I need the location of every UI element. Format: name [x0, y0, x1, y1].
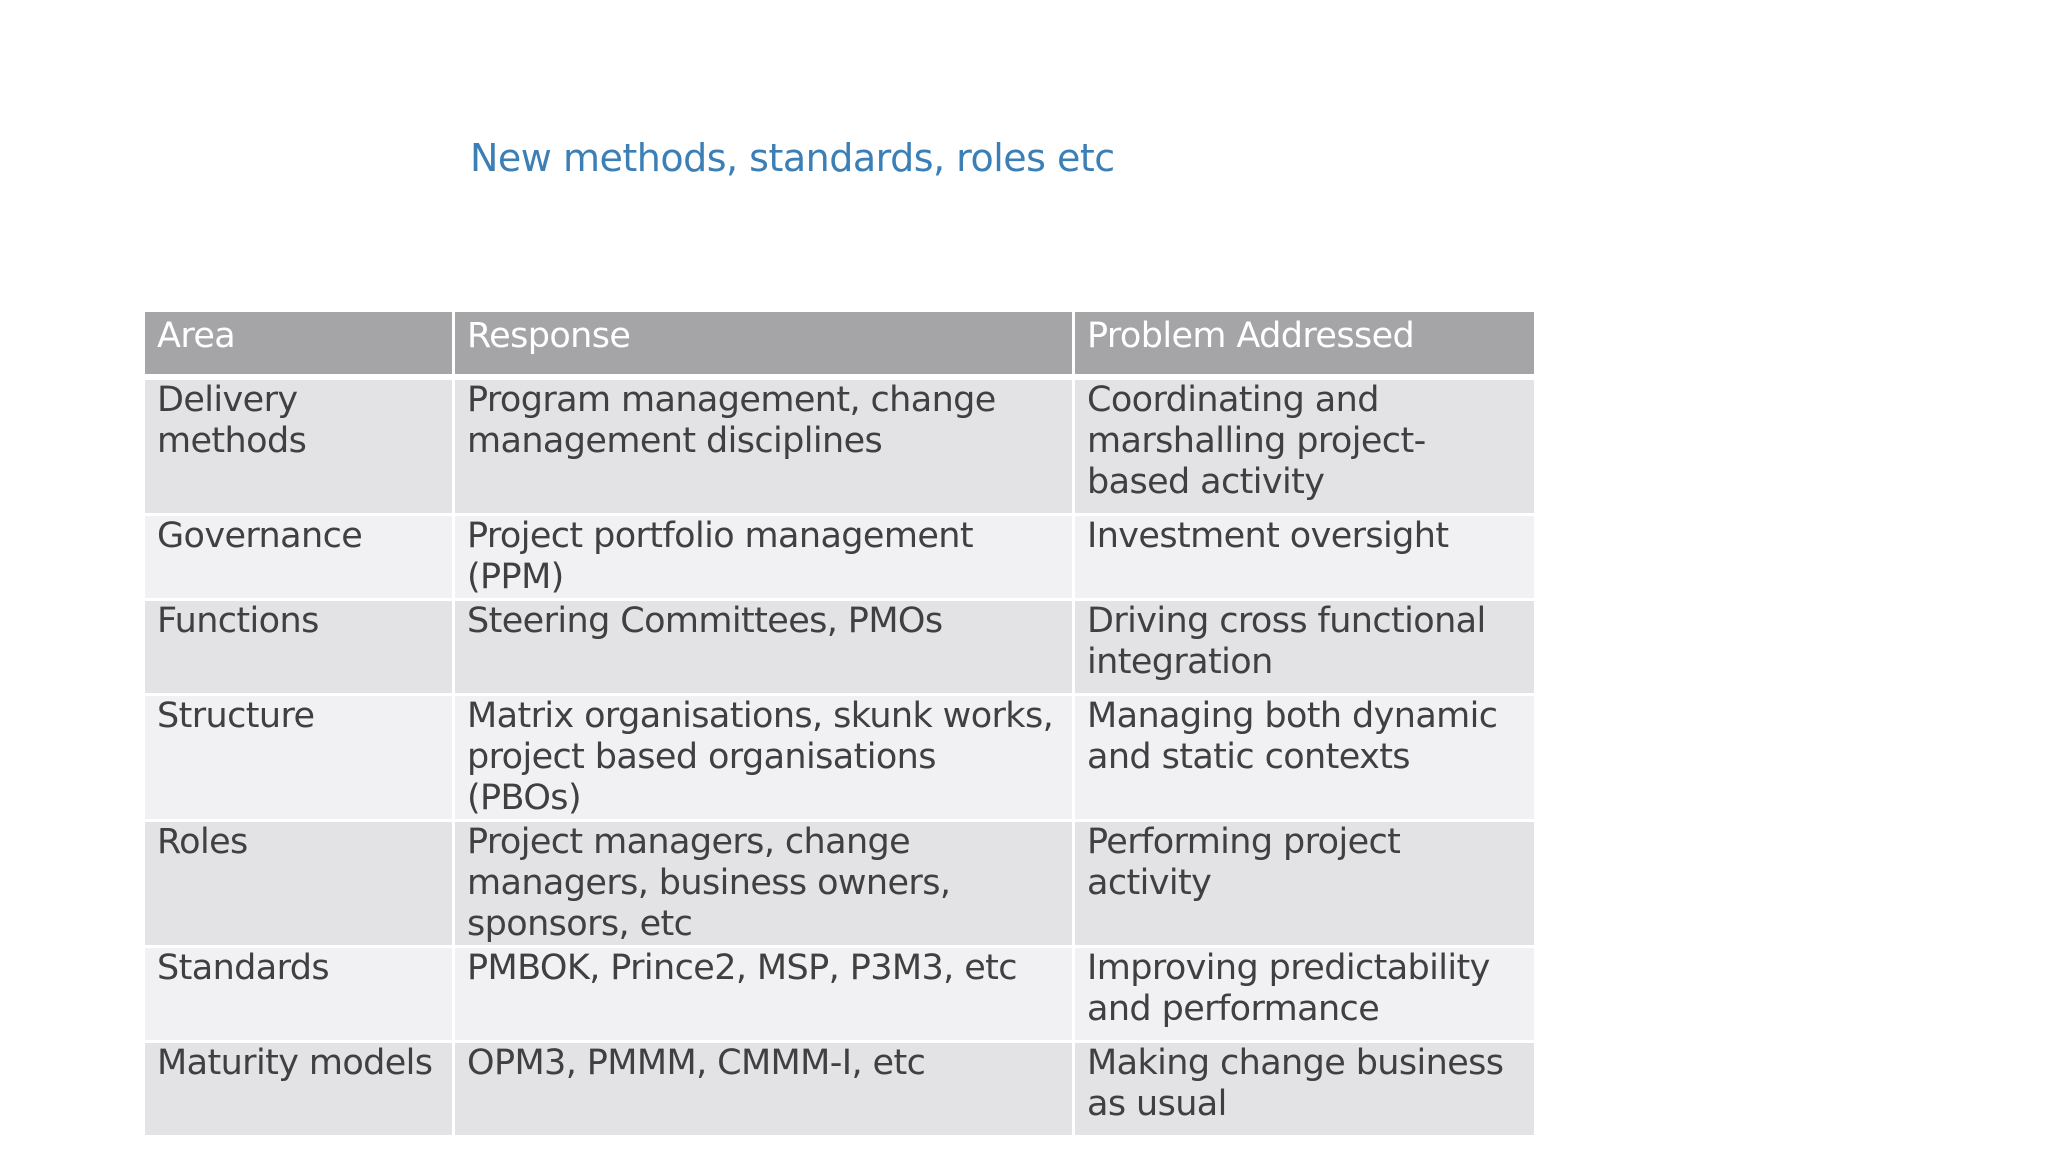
- column-header-area: Area: [144, 311, 454, 378]
- cell-response: Program management, change management disciplines: [454, 377, 1074, 515]
- cell-problem: Driving cross functional integration: [1074, 600, 1536, 695]
- cell-area: Functions: [144, 600, 454, 695]
- cell-area: Structure: [144, 695, 454, 821]
- comparison-table: [142, 309, 1537, 1138]
- cell-area: Maturity models: [144, 1042, 454, 1137]
- cell-problem: Making change business as usual: [1074, 1042, 1536, 1137]
- table-row: [144, 600, 1536, 695]
- cell-response: Steering Committees, PMOs: [454, 600, 1074, 695]
- cell-problem: Investment oversight: [1074, 515, 1536, 600]
- column-header-problem-addressed: Problem Addressed: [1074, 311, 1536, 378]
- table-row: [144, 1042, 1536, 1137]
- cell-problem: Managing both dynamic and static contexts: [1074, 695, 1536, 821]
- cell-response: PMBOK, Prince2, MSP, P3M3, etc: [454, 947, 1074, 1042]
- cell-response: Project managers, change managers, business owners, sponsors, etc: [454, 821, 1074, 947]
- cell-response: Project portfolio management (PPM): [454, 515, 1074, 600]
- table-row: [144, 515, 1536, 600]
- table-row: [144, 695, 1536, 821]
- cell-problem: Performing project activity: [1074, 821, 1536, 947]
- column-header-response: Response: [454, 311, 1074, 378]
- table-row: [144, 377, 1536, 515]
- cell-response: OPM3, PMMM, CMMM-I, etc: [454, 1042, 1074, 1137]
- slide-title: New methods, standards, roles etc: [470, 136, 1115, 180]
- table-header-row: [144, 311, 1536, 378]
- cell-problem: Coordinating and marshalling project-based activity: [1074, 377, 1536, 515]
- cell-area: Delivery methods: [144, 377, 454, 515]
- cell-response: Matrix organisations, skunk works, project based organisations (PBOs): [454, 695, 1074, 821]
- cell-area: Roles: [144, 821, 454, 947]
- cell-area: Governance: [144, 515, 454, 600]
- table-row: [144, 821, 1536, 947]
- table-row: [144, 947, 1536, 1042]
- cell-area: Standards: [144, 947, 454, 1042]
- cell-problem: Improving predictability and performance: [1074, 947, 1536, 1042]
